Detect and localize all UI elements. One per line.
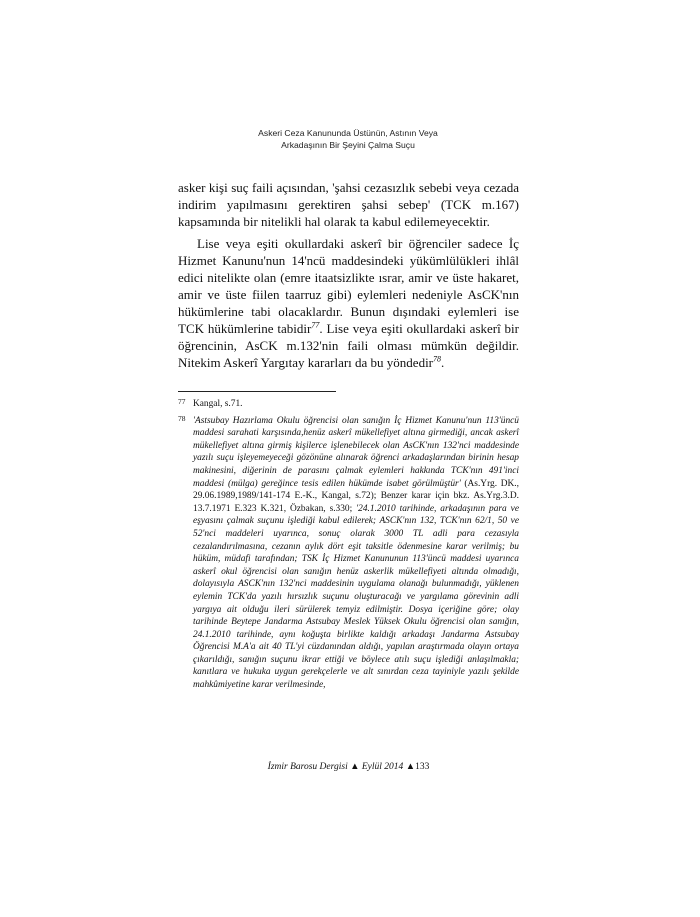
footnotes [178, 398, 519, 696]
footnote-78-quote-2: '24.1.2010 tarihinde, arkadaşının para ve eşyasını çalmak suçunu işlediği kabul edilerek; ASCK'nın 132, TCK'nın 62/1, 50 ve 52'nci maddeleri uyarınca, sonuç olarak 3000 TL adli para cezasıyla cezalandırılmasına, cezanın aylık dört eşit taksitle ödenmesine karar verilmiş; bu hüküm, müdafi tarafından; TSK İç Hizmet Kanununun 113'üncü maddesi uyarınca askerî okul öğrencisi olan sanığın henüz askerlik mükellefiyeti altında olmadığı, dolayısıyla ASCK'nın 132'nci maddesinin uygulama olanağı bulunmadığı, yüklenen eylemin TCK'da yazılı hırsızlık suçunu oluşturacağı ve yargılama görevinin adli yargıya ait olduğu ileri sürülerek temyiz edilmiştir. Dosya içeriğine göre; olay tarihinde Beytepe Jandarma Astsubay Meslek Yüksek Okulu öğrencisi olan sanığın, 24.1.2010 tarihinde, aynı koğuşta birlikte kaldığı arkadaşı Jandarma Astsubay Öğrencisi M.A'a ait 40 TL'yi cüzdanından aldığı, yapılan araştırmada olayın ortaya çıkarıldığı, sanığın suçunu ikrar ettiği ve böylece atılı suçu işlediği anlaşılmakla; kanıtlara ve hukuka uygun gerekçelerle ve alt sınırdan ceza tayiniyle yazılı şekilde mahkûmiyetine karar verilmesinde, [193, 503, 519, 691]
paragraph-2-part-a: Lise veya eşiti okullardaki askerî bir öğrenciler sadece İç Hizmet Kanunu'nun 14'ncü maddesindeki yükümlülükleri ihlâl edici nitelikte olan (emre itaatsizlikte ısrar, amir ve üste hakaret, amir ve üste fiilen taarruz gibi) eylemleri nedeniyle AsCK'nın hükümlerine tabi olacaklardır. Bunun dışındaki eylemleri ise TCK hükümlerine tabidir [178, 236, 519, 336]
paragraph-2-part-b: . Lise veya eşiti okullardaki askerî bir öğrencinin, AsCK m.132'nin faili olması mümkün değildir. Nitekim Askerî Yargıtay kararları da bu yöndedir [178, 321, 520, 370]
footer-separator-2: ▲ [405, 762, 416, 772]
footnote-77-number: 77 [178, 397, 186, 406]
paragraph-2 [178, 235, 519, 371]
running-header-line-1: Askeri Ceza Kanununda Üstünün, Astının Veya [258, 128, 438, 138]
footnote-78-citation: (As.Yrg. DK., 29.06.1989,1989/141-174 E.-K., Kangal, s.72); Benzer karar için bkz. As.Yrg.3.D. 13.7.1971 E.323 K.321, Özbakan, s.330; [193, 478, 519, 514]
page-number: 133 [415, 762, 430, 772]
main-text [178, 179, 519, 376]
footnote-78 [178, 415, 519, 692]
running-header-line-2: Arkadaşının Bir Şeyini Çalma Suçu [281, 140, 415, 150]
footnote-separator [178, 391, 336, 392]
journal-name: İzmir Barosu Dergisi [267, 762, 348, 772]
paragraph-2-part-c: . [441, 355, 445, 370]
footnote-ref-78[interactable]: 78 [433, 354, 442, 364]
page-footer [178, 762, 519, 772]
footnote-78-quote-1: 'Astsubay Hazırlama Okulu öğrencisi olan sanığın İç Hizmet Kanunu'nun 113'üncü maddesi sarahati karşısında,henüz askerî mükellefiyet altına girmediği, ancak askerî mükellefiyet altına girmiş kişilerce işlenebilecek olan AsCK'nın 132'nci maddesinde yazılı suçu işleyemeyeceği gözönüne alınarak öğrenci arkadaşlarından birinin hesap makinesini, diğerinin de parasını çalmak eylemleri hakkında TCK'nın 491'inci maddesi (mülga) gereğince tesis edilen hükümde isabet görülmüştür' [193, 415, 519, 489]
footnote-77 [178, 398, 519, 411]
running-header [178, 127, 518, 151]
paragraph-1: asker kişi suç faili açısından, 'şahsi cezasızlık sebebi veya cezada indirim yapılmasını gerektiren şahsi sebep' (TCK m.167) kapsamında bir nitelikli hal olarak ta kabul edilemeyecektir. [178, 180, 519, 229]
footnote-78-number: 78 [178, 413, 186, 423]
issue-date: Eylül 2014 [361, 762, 404, 772]
footnote-77-text: Kangal, s.71. [193, 399, 243, 409]
footer-separator-1: ▲ [350, 762, 360, 772]
footnote-ref-77[interactable]: 77 [311, 320, 320, 330]
